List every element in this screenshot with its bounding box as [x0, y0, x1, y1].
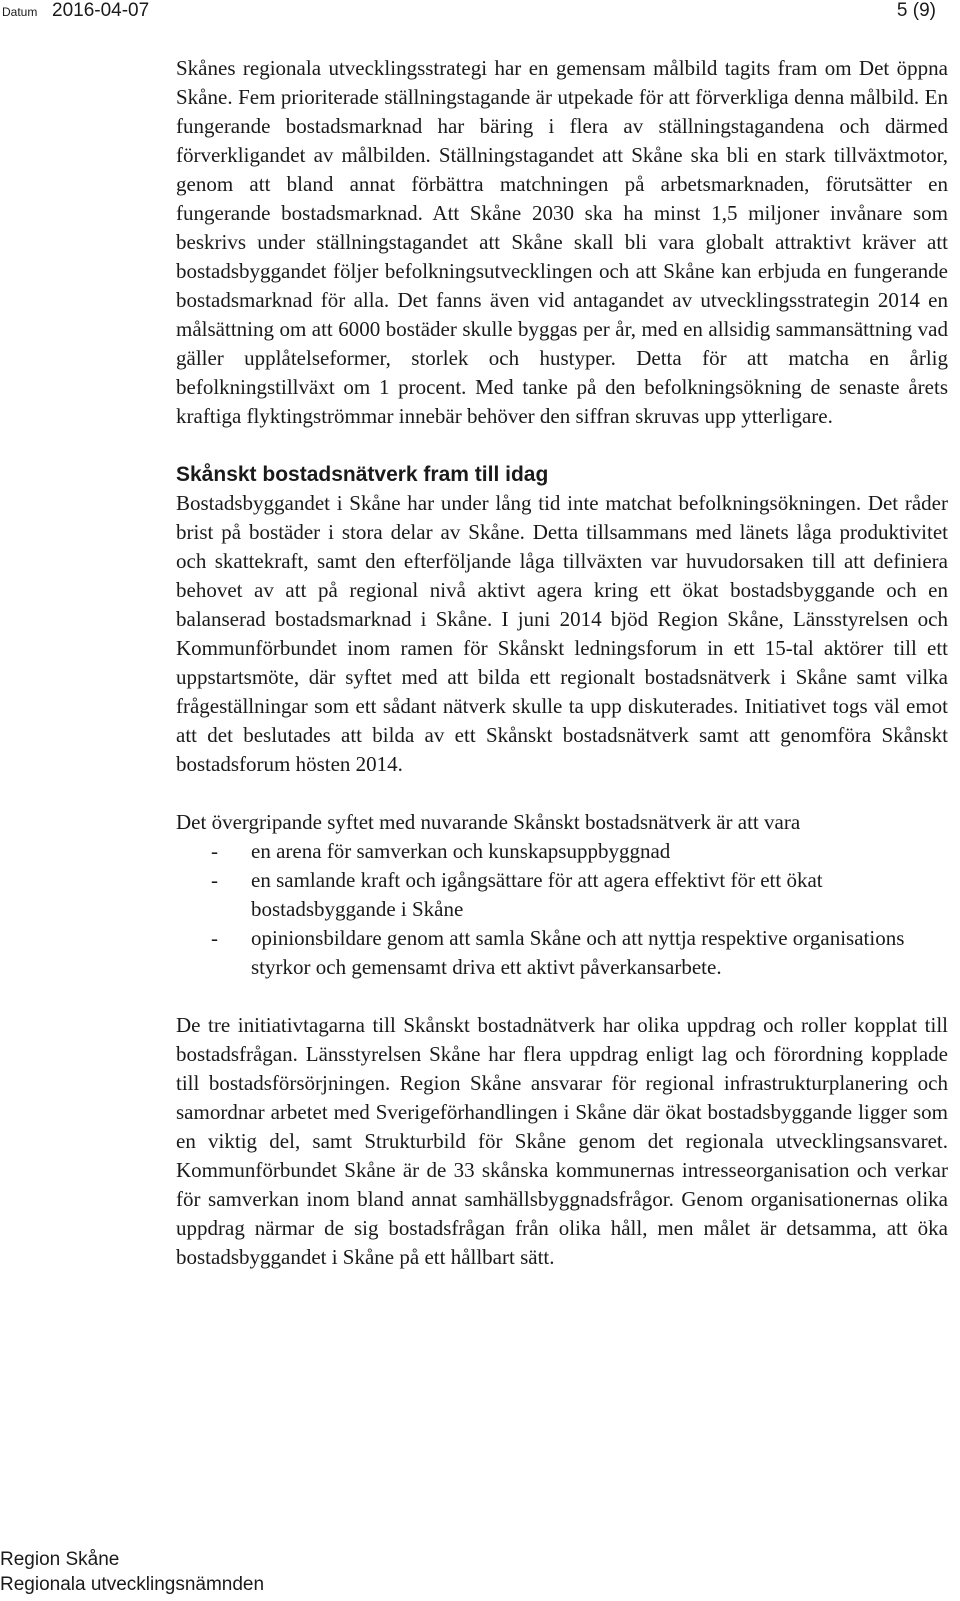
purpose-list [176, 837, 948, 982]
date-label: Datum [2, 5, 38, 19]
footer-committee: Regionala utvecklingsnämnden [0, 1574, 265, 1595]
list-bullet-dash: - [211, 868, 218, 892]
page-header [0, 0, 960, 36]
list-item-text: opinionsbildare genom att samla Skåne och att nyttja respektive organisations styrkor och gemensamt driva ett aktivt påverkansarbete. [251, 926, 905, 979]
section-heading: Skånskt bostadsnätverk fram till idag [176, 463, 549, 486]
list-item-text: en arena för samverkan och kunskapsuppbyggnad [251, 839, 671, 863]
page-footer [0, 1547, 264, 1597]
footer-organization: Region Skåne [0, 1549, 120, 1570]
list-item [176, 924, 948, 982]
list-bullet-dash: - [211, 926, 218, 950]
paragraph-strategy: Skånes regionala utvecklingsstrategi har en gemensam målbild tagits fram om Det öppna Skåne. Fem prioriterade ställningstagande är utpekade för att förverkliga denna målbild. En fungerande bostadsmarknad har bäring i flera av ställningstagandena och därmed förverkligandet av målbilden. Ställningstagandet att Skåne ska bli en stark tillväxtmotor, genom att bland annat förbättra matchningen på arbetsmarknaden, förutsätter en fungerande bostadsmarknad. Att Skåne 2030 ska ha minst 1,5 miljoner invånare som beskrivs under ställningstagandet att Skåne skall bli vara globalt attraktivt kräver att bostadsbyggandet följer befolkningsutvecklingen och att Skåne kan erbjuda en fungerande bostadsmarknad för alla. Det fanns även vid antagandet av utvecklingsstrategin 2014 en målsättning om att 6000 bostäder skulle byggas per år, med en allsidig sammansättning vad gäller upplåtelseformer, storlek och hustyper. Detta för att matcha en årlig befolkningstillväxt om 1 procent. Med tanke på den befolkningsökning de senaste årets kraftiga flyktingströmmar innebär behöver den siffran skruvas upp ytterligare. [176, 56, 948, 428]
page-number: 5 (9) [896, 0, 936, 21]
paragraph-initiators: De tre initiativtagarna till Skånskt bostadnätverk har olika uppdrag och roller kopplat till bostadsfrågan. Länsstyrelsen Skåne har flera uppdrag enligt lag och förordning kopplade till bostadsförsörjningen. Region Skåne ansvarar för regional infrastrukturplanering och samordnar arbetet med Sverigeförhandlingen i Skåne där ökat bostadsbyggande ligger som en viktig del, samt Strukturbild för Skåne genom det regionala utvecklingsansvaret. Kommunförbundet Skåne är de 33 skånska kommunernas intresseorganisation och verkar för samverkan inom bland annat samhällsbyggnadsfrågor. Genom organisationernas olika uppdrag närmar de sig bostadsfrågan från olika håll, men målet är detsamma, att öka bostadsbyggandet i Skåne på ett hållbart sätt. [176, 1013, 948, 1269]
list-item [176, 866, 948, 924]
paragraph-network-history: Bostadsbyggandet i Skåne har under lång tid inte matchat befolkningsökningen. Det råder brist på bostäder i stora delar av Skåne. Detta tillsammans med länets låga produktivitet och skattekraft, samt den efterföljande låga tillväxten var huvudorsaken till att definiera behovet av att på regional nivå aktivt agera kring ett ökat bostadsbyggande och en balanserad bostadsmarknad i Skåne. I juni 2014 bjöd Region Skåne, Länsstyrelsen och Kommunförbundet inom ramen för Skånskt ledningsforum in ett 15-tal aktörer till ett uppstartsmöte, där syftet med att bilda ett regionalt bostadsnätverk i Skåne samt vilka frågeställningar som ett sådant nätverk skulle ta upp diskuterades. Initiativet togs väl emot att det beslutades att bilda av ett Skånskt bostadsnätverk samt att genomföra Skånskt bostadsforum hösten 2014. [176, 491, 948, 776]
list-item [176, 837, 948, 866]
date-value: 2016-04-07 [52, 0, 150, 21]
paragraph-purpose-intro: Det övergripande syftet med nuvarande Skånskt bostadsnätverk är att vara [176, 810, 801, 834]
list-bullet-dash: - [211, 839, 218, 863]
list-item-text: en samlande kraft och igångsättare för att agera effektivt för ett ökat bostadsbyggande i Skåne [251, 868, 823, 921]
document-body [176, 54, 948, 1272]
